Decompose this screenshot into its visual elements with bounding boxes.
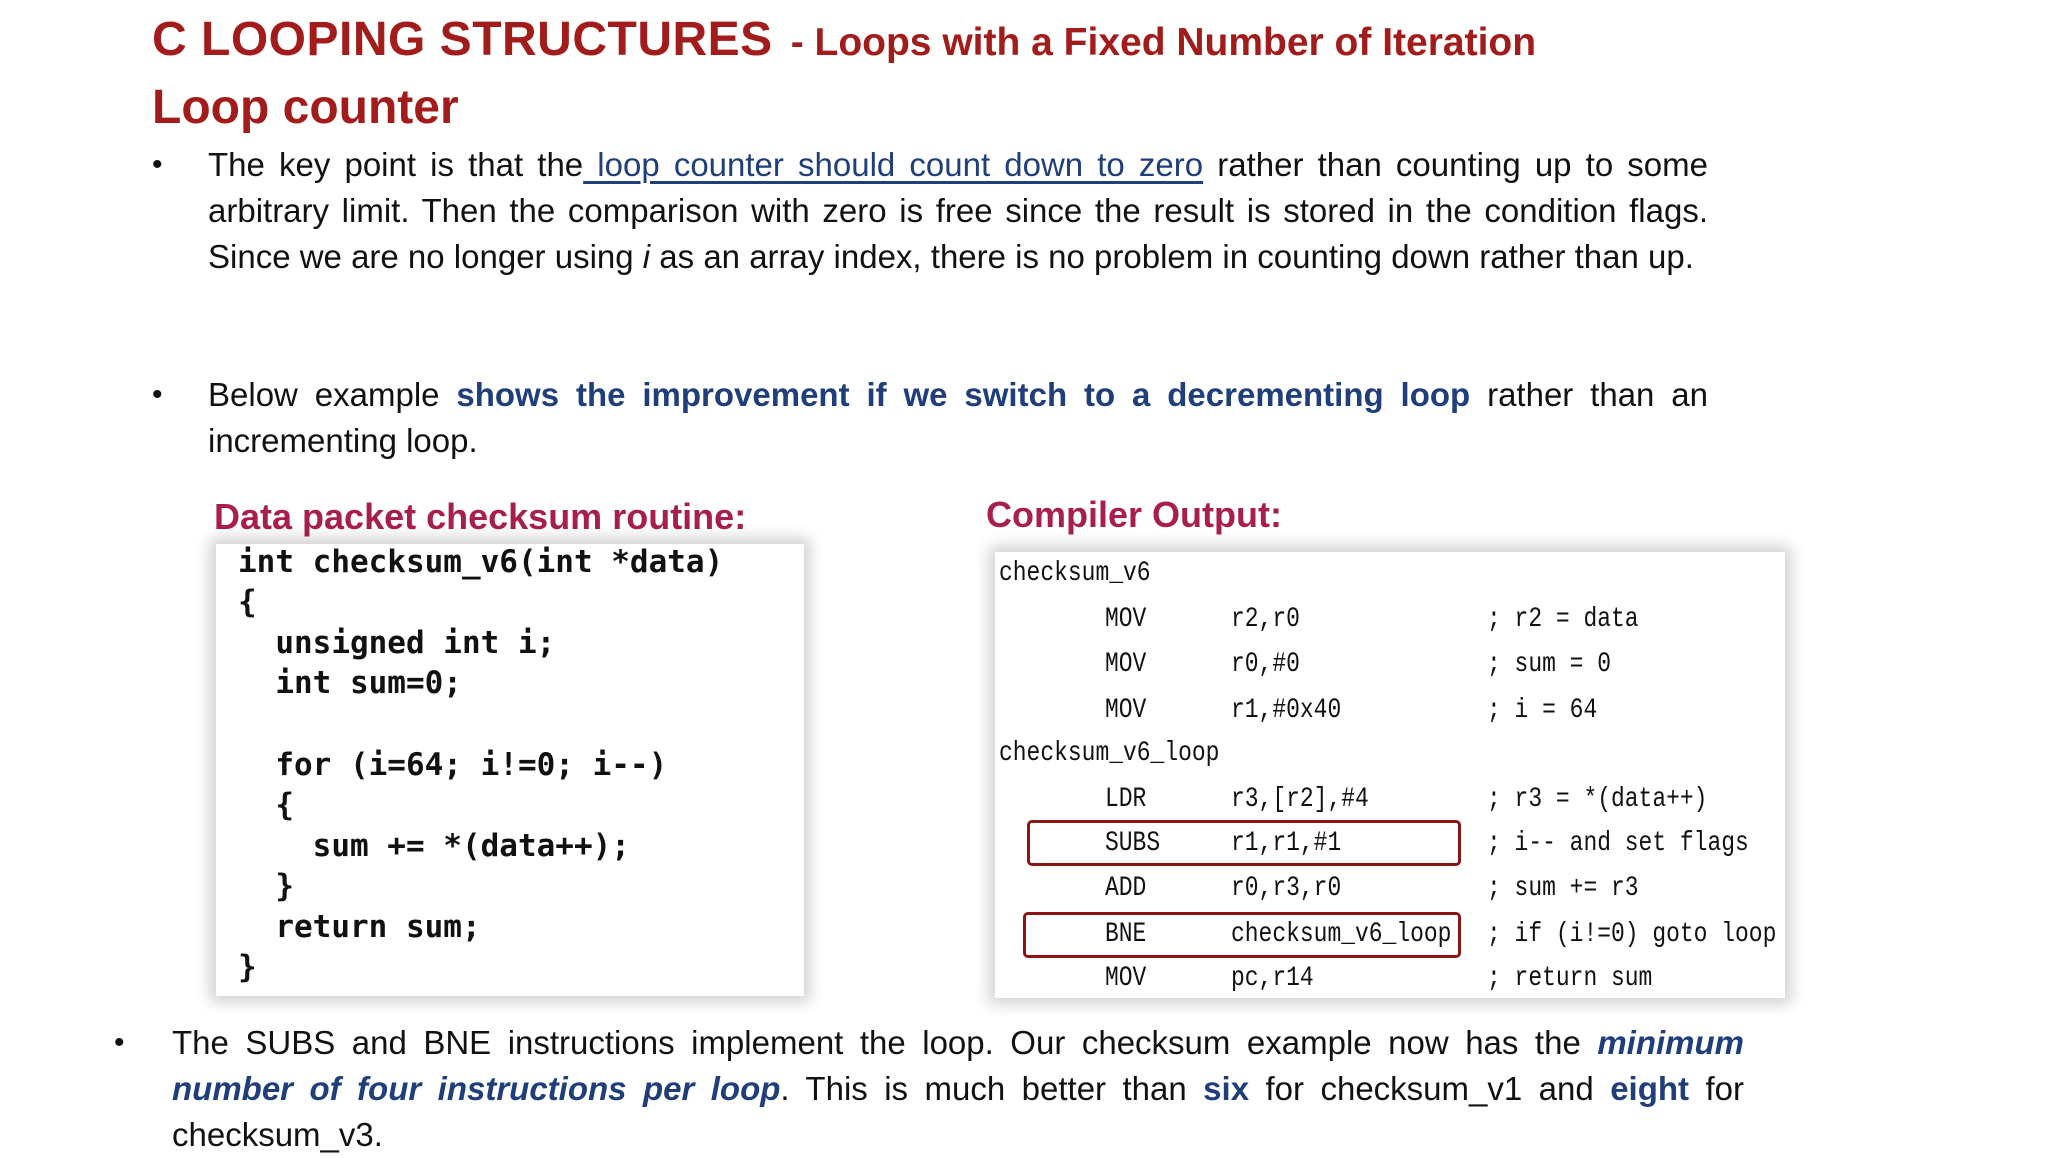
bullet-paragraph-3 <box>172 1020 1744 1158</box>
b1-text: The key point is that the <box>208 146 584 183</box>
code-line: int checksum_v6(int *data) <box>238 544 724 580</box>
b1-highlight: loop counter should count down to zero <box>583 146 1204 183</box>
asm-op: MOV <box>1105 695 1147 726</box>
b1-italic-var: i <box>642 238 651 275</box>
asm-comment: ; sum = 0 <box>1487 649 1612 680</box>
code-line: int sum=0; <box>238 665 462 701</box>
b3-eight: eight <box>1610 1070 1690 1107</box>
slide-subtitle: Loop counter <box>152 81 459 134</box>
asm-op: MOV <box>1105 649 1147 680</box>
asm-section-label: Compiler Output: <box>986 494 1282 535</box>
bullet-dot-icon: • <box>152 148 163 181</box>
code-line: return sum; <box>238 909 481 945</box>
title-text: C LOOPING STRUCTURES <box>152 13 773 66</box>
b3-six: six <box>1203 1070 1250 1107</box>
asm-comment: ; return sum <box>1487 963 1653 994</box>
asm-comment: ; r3 = *(data++) <box>1487 784 1708 815</box>
slide-title <box>152 12 1536 67</box>
b2-highlight: shows the improvement if we switch to a decrementing loop <box>456 376 1471 413</box>
code-line: { <box>238 584 257 620</box>
asm-op: SUBS <box>1105 828 1161 859</box>
b3-text: The SUBS and BNE instructions implement the loop. Our checksum example now has the <box>172 1024 1598 1061</box>
b3-text-3: for checksum_v1 and <box>1249 1070 1611 1107</box>
asm-args: checksum_v6_loop <box>1231 919 1452 950</box>
asm-op: LDR <box>1105 784 1147 815</box>
b2-text-2: rather than an incrementing loop. <box>208 376 1708 459</box>
asm-args: r2,r0 <box>1231 604 1300 635</box>
asm-output-box <box>995 552 1785 998</box>
asm-comment: ; i-- and set flags <box>1487 828 1749 859</box>
b2-text: Below example <box>208 376 457 413</box>
c-code-box <box>216 544 804 996</box>
code-line: } <box>238 868 294 904</box>
asm-op: BNE <box>1105 919 1147 950</box>
b3-text-2: . This is much better than <box>780 1070 1204 1107</box>
code-line: } <box>238 949 257 985</box>
bullet-dot-icon: • <box>152 378 163 411</box>
asm-label: checksum_v6_loop <box>999 738 1220 769</box>
code-line: sum += *(data++); <box>238 828 630 864</box>
bullet-dot-icon: • <box>114 1026 125 1059</box>
asm-comment: ; if (i!=0) goto loop <box>1487 919 1777 950</box>
bullet-paragraph-1 <box>208 142 1708 280</box>
asm-label: checksum_v6 <box>999 558 1151 589</box>
code-line: { <box>238 787 294 823</box>
b3-text-4: for checksum_v3. <box>172 1070 1744 1153</box>
asm-args: r0,r3,r0 <box>1231 873 1342 904</box>
code-section-label: Data packet checksum routine: <box>214 496 747 537</box>
code-line: for (i=64; i!=0; i--) <box>238 747 668 783</box>
asm-comment: ; sum += r3 <box>1487 873 1639 904</box>
asm-op: MOV <box>1105 963 1147 994</box>
asm-args: r1,r1,#1 <box>1231 828 1342 859</box>
asm-args: r1,#0x40 <box>1231 695 1342 726</box>
asm-args: r3,[r2],#4 <box>1231 784 1369 815</box>
b3-highlight: minimum number of four instructions per loop <box>172 1024 1744 1107</box>
title-suffix: - Loops with a Fixed Number of Iteration <box>790 21 1537 64</box>
bullet-paragraph-2 <box>208 372 1708 464</box>
asm-op: MOV <box>1105 604 1147 635</box>
asm-comment: ; i = 64 <box>1487 695 1598 726</box>
asm-args: pc,r14 <box>1231 963 1314 994</box>
asm-op: ADD <box>1105 873 1147 904</box>
asm-comment: ; r2 = data <box>1487 604 1639 635</box>
asm-args: r0,#0 <box>1231 649 1300 680</box>
code-line: unsigned int i; <box>238 625 556 661</box>
b1-text-2: rather than counting up to some arbitrary limit. Then the comparison with zero is free since the result is stored in the condition flags. Since we are no longer using <box>208 146 1708 275</box>
b1-text-3: as an array index, there is no problem in counting down rather than up. <box>650 238 1694 275</box>
